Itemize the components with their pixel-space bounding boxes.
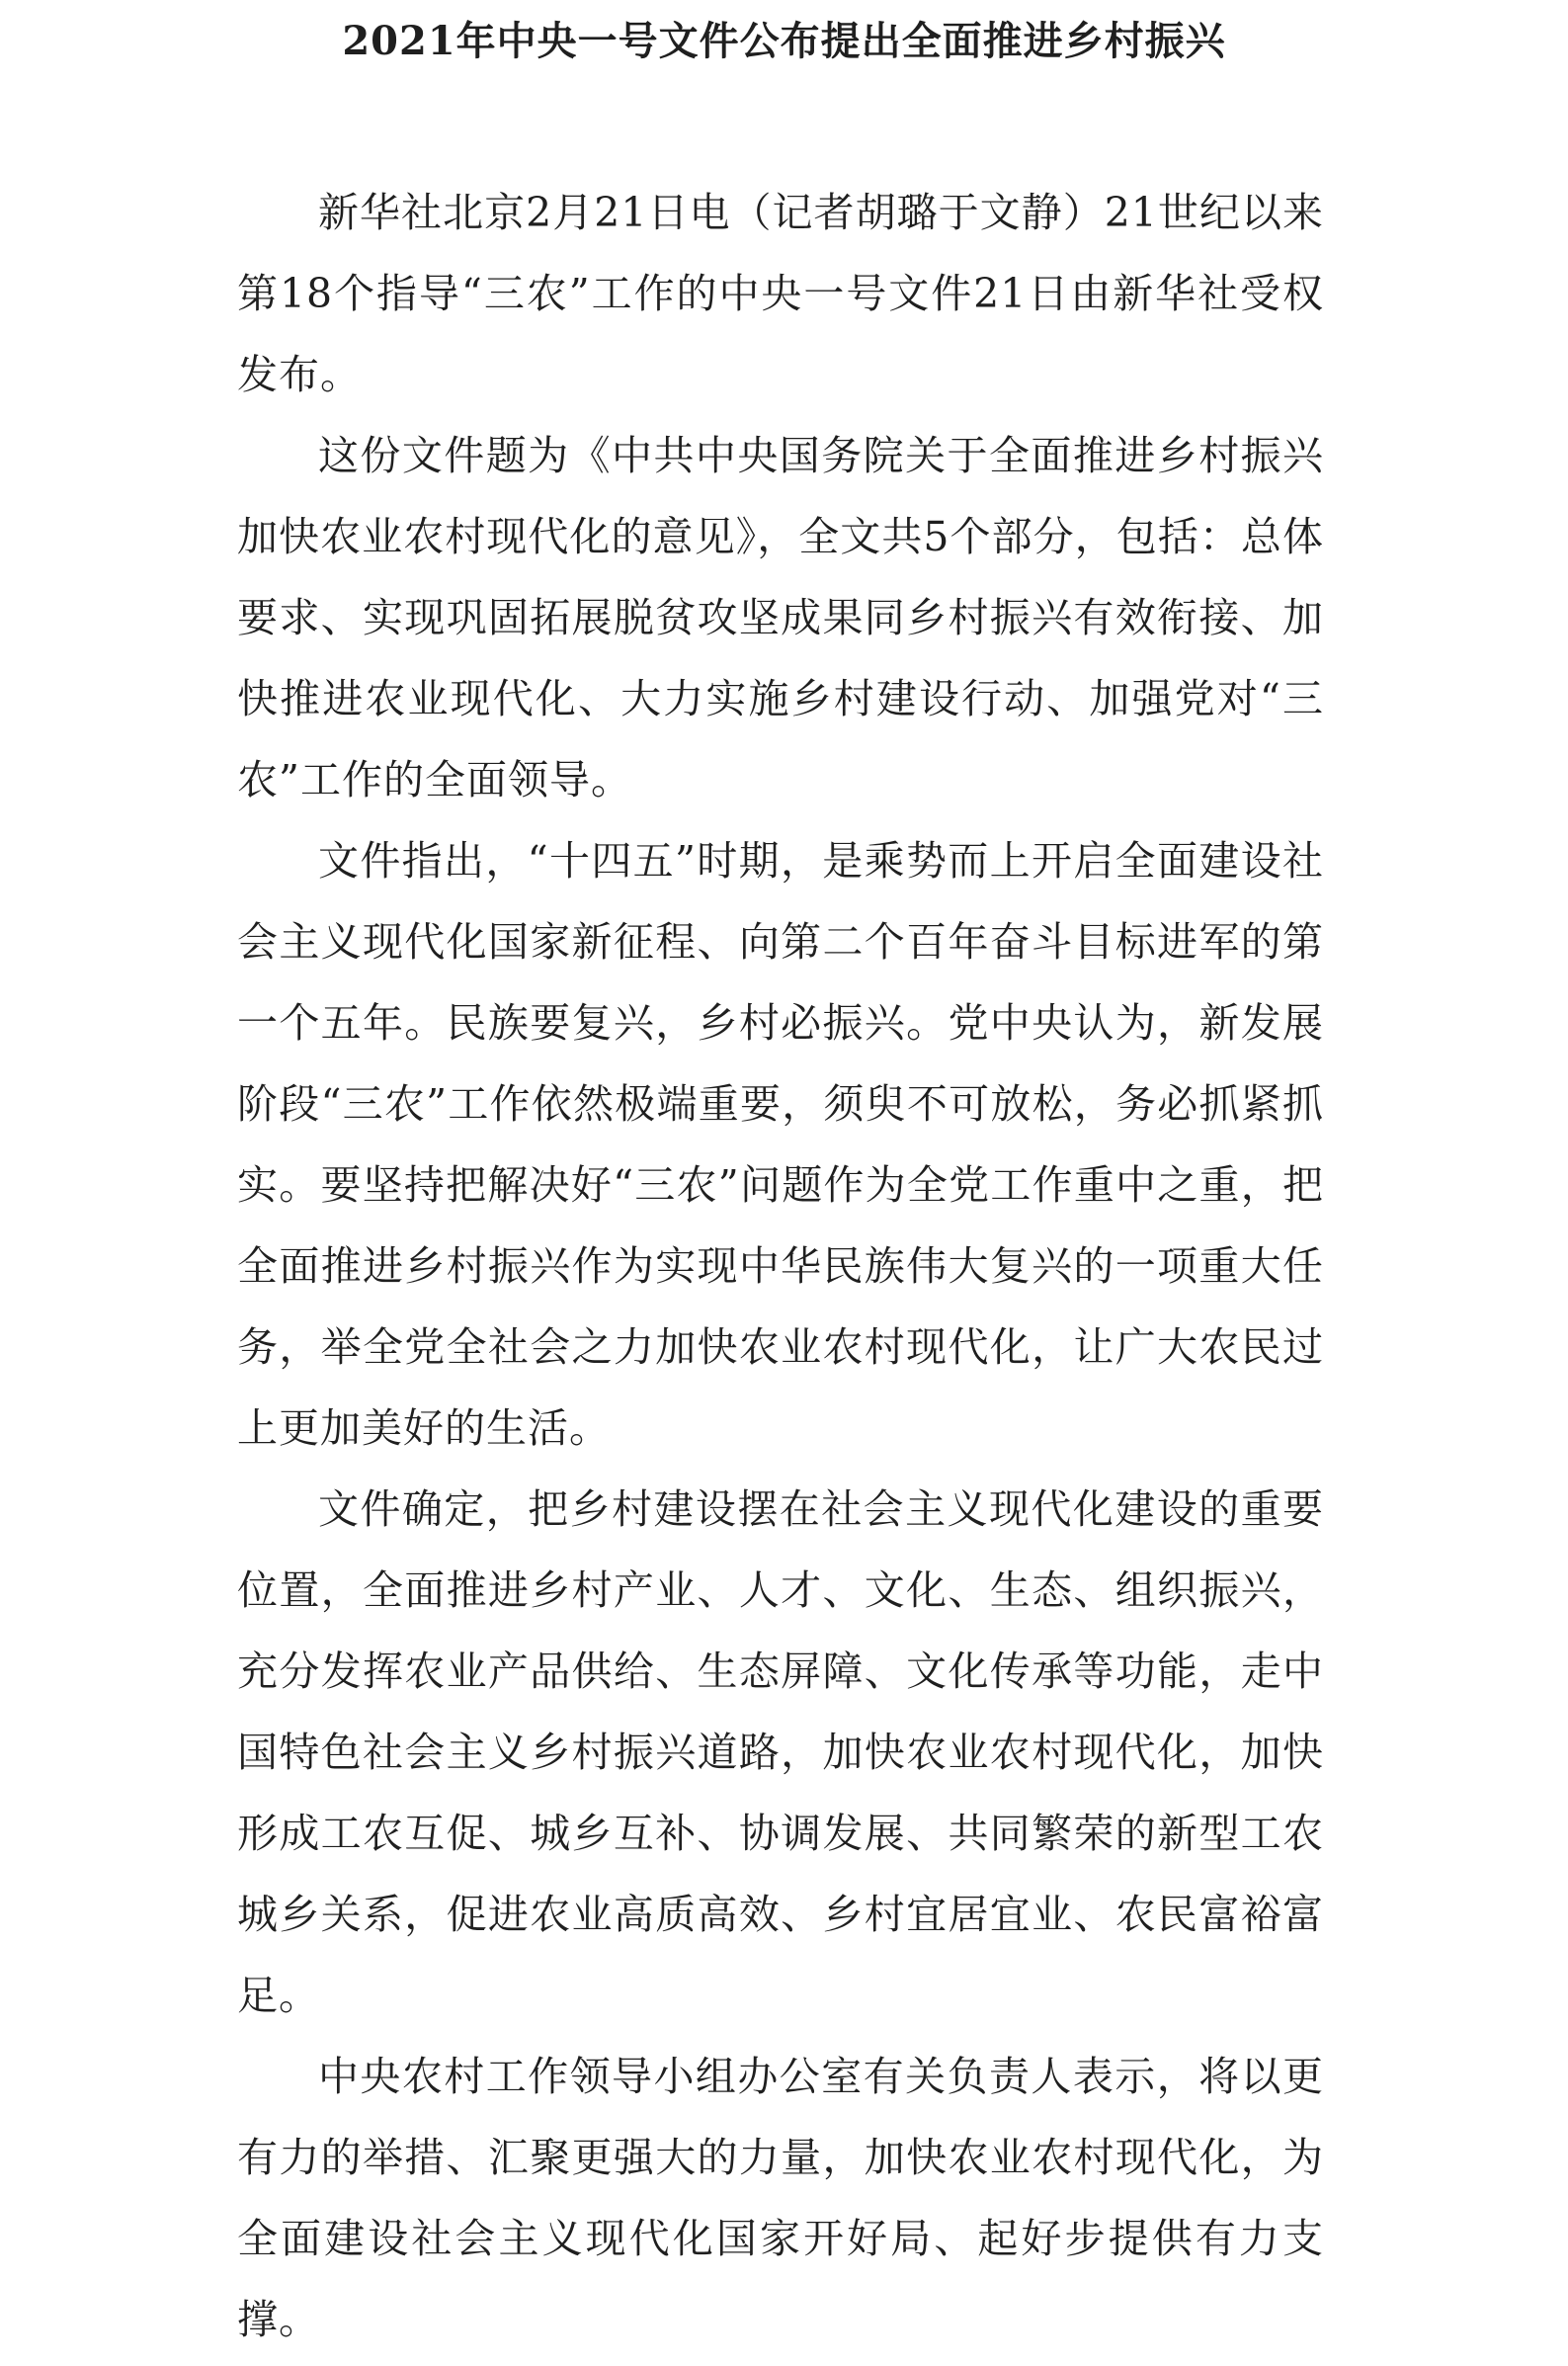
paragraph-5: 中央农村工作领导小组办公室有关负责人表示，将以更有力的举措、汇聚更强大的力量，加快农业农村现代化，为全面建设社会主义现代化国家开好局、起好步提供有力支撑。 [237,2053,1324,2343]
paragraph-1: 新华社北京2月21日电（记者胡璐于文静）21世纪以来第18个指导“三农”工作的中央一号文件21日由新华社受权发布。 [237,189,1324,398]
article-body [237,172,1324,2360]
article-title: 2021年中央一号文件公布提出全面推进乡村振兴 [342,18,1226,64]
paragraph-3: 文件指出，“十四五”时期，是乘势而上开启全面建设社会主义现代化国家新征程、向第二个百年奋斗目标进军的第一个五年。民族要复兴，乡村必振兴。党中央认为，新发展阶段“三农”工作依然极端重要，须臾不可放松，务必抓紧抓实。要坚持把解决好“三农”问题作为全党工作重中之重，把全面推进乡村振兴作为实现中华民族伟大复兴的一项重大任务，举全党全社会之力加快农业农村现代化，让广大农民过上更加美好的生活。 [237,837,1324,1452]
paragraph-2: 这份文件题为《中共中央国务院关于全面推进乡村振兴加快农业农村现代化的意见》，全文共5个部分，包括：总体要求、实现巩固拓展脱贫攻坚成果同乡村振兴有效衔接、加快推进农业现代化、大力实施乡村建设行动、加强党对“三农”工作的全面领导。 [237,432,1324,803]
paragraph-4: 文件确定，把乡村建设摆在社会主义现代化建设的重要位置，全面推进乡村产业、人才、文化、生态、组织振兴，充分发挥农业产品供给、生态屏障、文化传承等功能，走中国特色社会主义乡村振兴道路，加快农业农村现代化，加快形成工农互促、城乡互补、协调发展、共同繁荣的新型工农城乡关系，促进农业高质高效、乡村宜居宜业、农民富裕富足。 [237,1485,1324,2019]
